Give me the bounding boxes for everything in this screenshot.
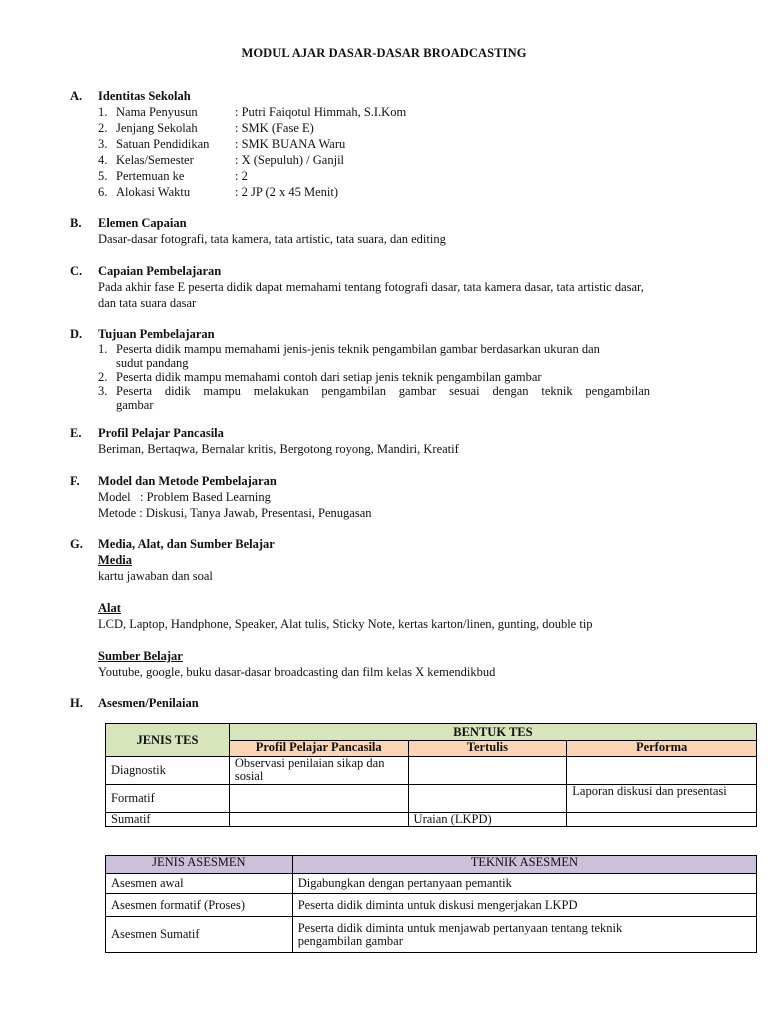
section-heading: H. Asesmen/Penilaian (70, 696, 199, 710)
alat-text: LCD, Laptop, Handphone, Speaker, Alat tulis, Sticky Note, kertas karton/linen, gunting, double tip (98, 617, 593, 631)
alat-label: Alat (98, 601, 121, 615)
table-row: Sumatif Uraian (LKPD) (106, 813, 757, 827)
list-item: 4. Kelas/Semester : X (Sepuluh) / Ganjil (98, 153, 345, 167)
section-text-line: dan tata suara dasar (98, 296, 197, 310)
section-identitas-sekolah (70, 88, 710, 200)
list-item: 3. Satuan Pendidikan : SMK BUANA Waru (98, 137, 346, 151)
section-text: Beriman, Bertaqwa, Bernalar kritis, Bergotong royong, Mandiri, Kreatif (98, 442, 459, 456)
sumber-text: Youtube, google, buku dasar-dasar broadcasting dan film kelas X kemendikbud (98, 665, 496, 679)
section-heading: E. Profil Pelajar Pancasila (70, 426, 224, 440)
teknik-asesmen-header: TEKNIK ASESMEN (292, 856, 756, 874)
section-text: Dasar-dasar fotografi, tata kamera, tata artistic, tata suara, dan editing (98, 232, 446, 246)
media-label: Media (98, 553, 133, 567)
bentuk-tes-header: BENTUK TES (229, 724, 756, 741)
list-item: 5. Pertemuan ke : 2 (98, 169, 248, 183)
media-text: kartu jawaban dan soal (98, 569, 213, 583)
tertulis-column-header: Tertulis (408, 741, 567, 757)
teknik-asesmen-table (105, 855, 757, 953)
section-heading: D. Tujuan Pembelajaran (70, 327, 215, 341)
section-heading: G. Media, Alat, dan Sumber Belajar (70, 537, 275, 551)
list-item: 1. Peserta didik mampu memahami jenis-jenis teknik pengambilan gambar berdasarkan ukuran dan sudut pandang (98, 342, 600, 370)
list-item: 2. Jenjang Sekolah : SMK (Fase E) (98, 121, 314, 135)
sumber-label: Sumber Belajar (98, 649, 183, 663)
document-title: MODUL AJAR DASAR-DASAR BROADCASTING (241, 46, 527, 60)
section-capaian-pembelajaran (70, 263, 710, 311)
section-heading: B. Elemen Capaian (70, 216, 187, 230)
profil-column-header: Profil Pelajar Pancasila (229, 741, 408, 757)
metode-line: Metode : Diskusi, Tanya Jawab, Presentasi, Penugasan (98, 506, 372, 520)
performa-column-header: Performa (567, 741, 757, 757)
section-heading: C. Capaian Pembelajaran (70, 264, 222, 278)
table-row: Diagnostik Observasi penilaian sikap dan sosial (106, 757, 757, 785)
section-elemen-capaian (70, 215, 710, 247)
identity-list (70, 104, 710, 200)
table-row: Asesmen Sumatif Peserta didik diminta untuk menjawab pertanyaan tentang teknik pengambilan gambar (106, 917, 757, 953)
jenis-tes-header: JENIS TES (106, 724, 230, 757)
table-row: Asesmen formatif (Proses) Peserta didik diminta untuk diskusi mengerjakan LKPD (106, 894, 757, 917)
table-row: Formatif Laporan diskusi dan presentasi (106, 785, 757, 813)
section-heading: F. Model dan Metode Pembelajaran (70, 474, 277, 488)
list-item: 1. Nama Penyusun : Putri Faiqotul Himmah, S.I.Kom (98, 105, 407, 119)
list-item: 6. Alokasi Waktu : 2 JP (2 x 45 Menit) (98, 185, 339, 199)
section-text-line: Pada akhir fase E peserta didik dapat memahami tentang fotografi dasar, tata kamera dasar, tata artistic dasar, (98, 280, 644, 294)
section-model-metode (70, 473, 710, 521)
section-asesmen (70, 695, 710, 711)
bentuk-tes-table (105, 723, 757, 827)
section-tujuan-pembelajaran (70, 326, 650, 412)
section-heading: A. Identitas Sekolah (70, 89, 191, 103)
list-item: 2. Peserta didik mampu memahami contoh dari setiap jenis teknik pengambilan gambar (98, 370, 542, 384)
table-row: Asesmen awal Digabungkan dengan pertanyaan pemantik (106, 874, 757, 894)
list-item: 3. Peserta didik mampu melakukan pengambilan gambar sesuai dengan teknik pengambilan gambar (98, 384, 650, 412)
model-line: Model : Problem Based Learning (98, 490, 271, 504)
jenis-asesmen-header: JENIS ASESMEN (106, 856, 293, 874)
section-media-alat-sumber (70, 536, 710, 680)
section-profil-pelajar (70, 425, 710, 457)
